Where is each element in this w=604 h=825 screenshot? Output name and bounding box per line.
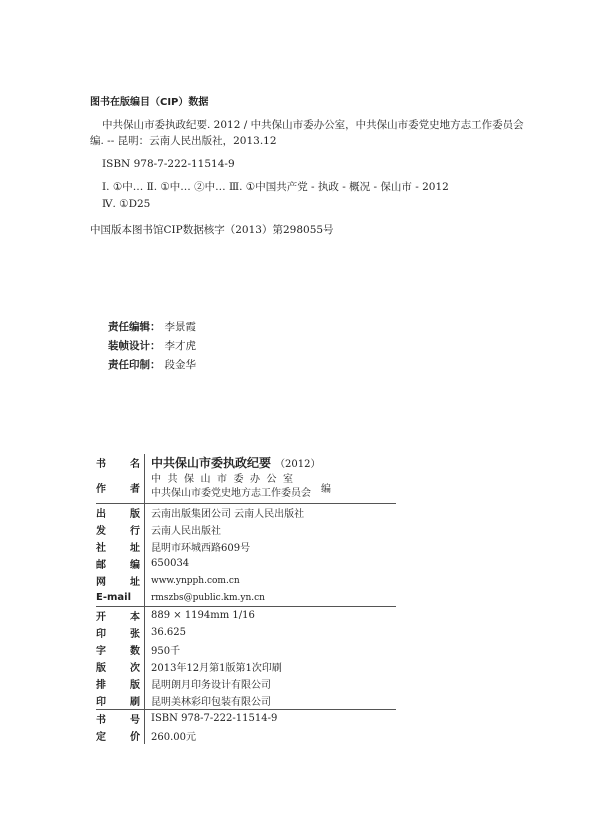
staff-editor-value: 李景霞 (164, 321, 196, 333)
isbn-value: ISBN 978-7-222-11514-9 (144, 710, 396, 727)
staff-designer (108, 337, 196, 356)
info-label: 作 者 (96, 483, 140, 495)
staff-editor-label: 责任编辑： (108, 321, 161, 333)
address-value: 昆明市环城西路609号 (144, 538, 396, 555)
info-row-author (96, 471, 396, 503)
author-1: 中共保山市委办公室 (151, 474, 300, 485)
info-row-isbn: 书 号 ISBN 978-7-222-11514-9 (96, 710, 396, 727)
staff-designer-value: 李才虎 (164, 340, 196, 352)
edition-value: 2013年12月第1版第1次印刷 (144, 658, 396, 675)
info-row-title (96, 454, 396, 471)
publication-info-table (96, 454, 396, 744)
format-value: 889 × 1194mm 1/16 (144, 607, 396, 624)
staff-editor (108, 318, 196, 337)
website-value: www.ynpph.com.cn (144, 572, 396, 589)
info-label: 书 名 (96, 459, 140, 470)
info-row-issuer: 发 行 云南人民出版社 (96, 521, 396, 538)
staff-designer-label: 装帧设计： (108, 340, 161, 352)
info-row-address: 社 址 昆明市环城西路609号 (96, 538, 396, 555)
typeset-value: 昆明朗月印务设计有限公司 (144, 675, 396, 692)
author-2: 中共保山市委党史地方志工作委员会 (151, 488, 311, 499)
price-value: 260.00元 (144, 727, 396, 744)
issuer-value: 云南人民出版社 (144, 521, 396, 538)
info-row-website: 网 址 www.ynpph.com.cn (96, 572, 396, 589)
book-title: 中共保山市委执政纪要 (151, 456, 272, 470)
info-row-price: 定 价 260.00元 (96, 727, 396, 744)
staff-printing-value: 段金华 (164, 359, 196, 371)
printer-value: 昆明美林彩印包装有限公司 (144, 692, 396, 709)
info-row-email: E-mail rmszbs@public.km.yn.cn (96, 589, 396, 606)
staff-printing (108, 356, 196, 375)
publisher-value: 云南出版集团公司 云南人民出版社 (144, 504, 396, 521)
staff-printing-label: 责任印制： (108, 359, 161, 371)
info-row-format: 开 本 889 × 1194mm 1/16 (96, 607, 396, 624)
info-row-printer: 印 刷 昆明美林彩印包装有限公司 (96, 692, 396, 709)
author-suffix: 编 (321, 483, 331, 495)
info-row-edition: 版 次 2013年12月第1版第1次印刷 (96, 658, 396, 675)
cip-cn-number: 中国版本图书馆CIP数据核字（2013）第298055号 (90, 223, 334, 236)
cip-classification-2: Ⅳ. ①D25 (102, 197, 151, 210)
info-row-typeset: 排 版 昆明朗月印务设计有限公司 (96, 675, 396, 692)
info-row-words: 字 数 950千 (96, 641, 396, 658)
postcode-value: 650034 (144, 555, 396, 572)
info-row-publisher: 出 版 云南出版集团公司 云南人民出版社 (96, 504, 396, 521)
staff-credits (108, 318, 196, 375)
cip-isbn: ISBN 978-7-222-11514-9 (102, 158, 235, 171)
cip-classification-1: Ⅰ. ①中… Ⅱ. ①中… ②中… Ⅲ. ①中国共产党 - 执政 - 概况 - 保山市 - 2012 (102, 181, 449, 194)
email-value: rmszbs@public.km.yn.cn (144, 589, 396, 606)
cip-heading: 图书在版编目（CIP）数据 (90, 97, 209, 108)
cip-classification (90, 179, 530, 212)
cip-description: 中共保山市委执政纪要. 2012 / 中共保山市委办公室，中共保山市委党史地方志工作委员会编. -- 昆明：云南人民出版社，2013.12 (90, 118, 524, 147)
book-title-year: （2012） (275, 459, 321, 470)
sheets-value: 36.625 (144, 624, 396, 641)
info-row-postcode: 邮 编 650034 (96, 555, 396, 572)
cip-block (90, 95, 530, 245)
info-row-sheets: 印 张 36.625 (96, 624, 396, 641)
words-value: 950千 (144, 641, 396, 658)
